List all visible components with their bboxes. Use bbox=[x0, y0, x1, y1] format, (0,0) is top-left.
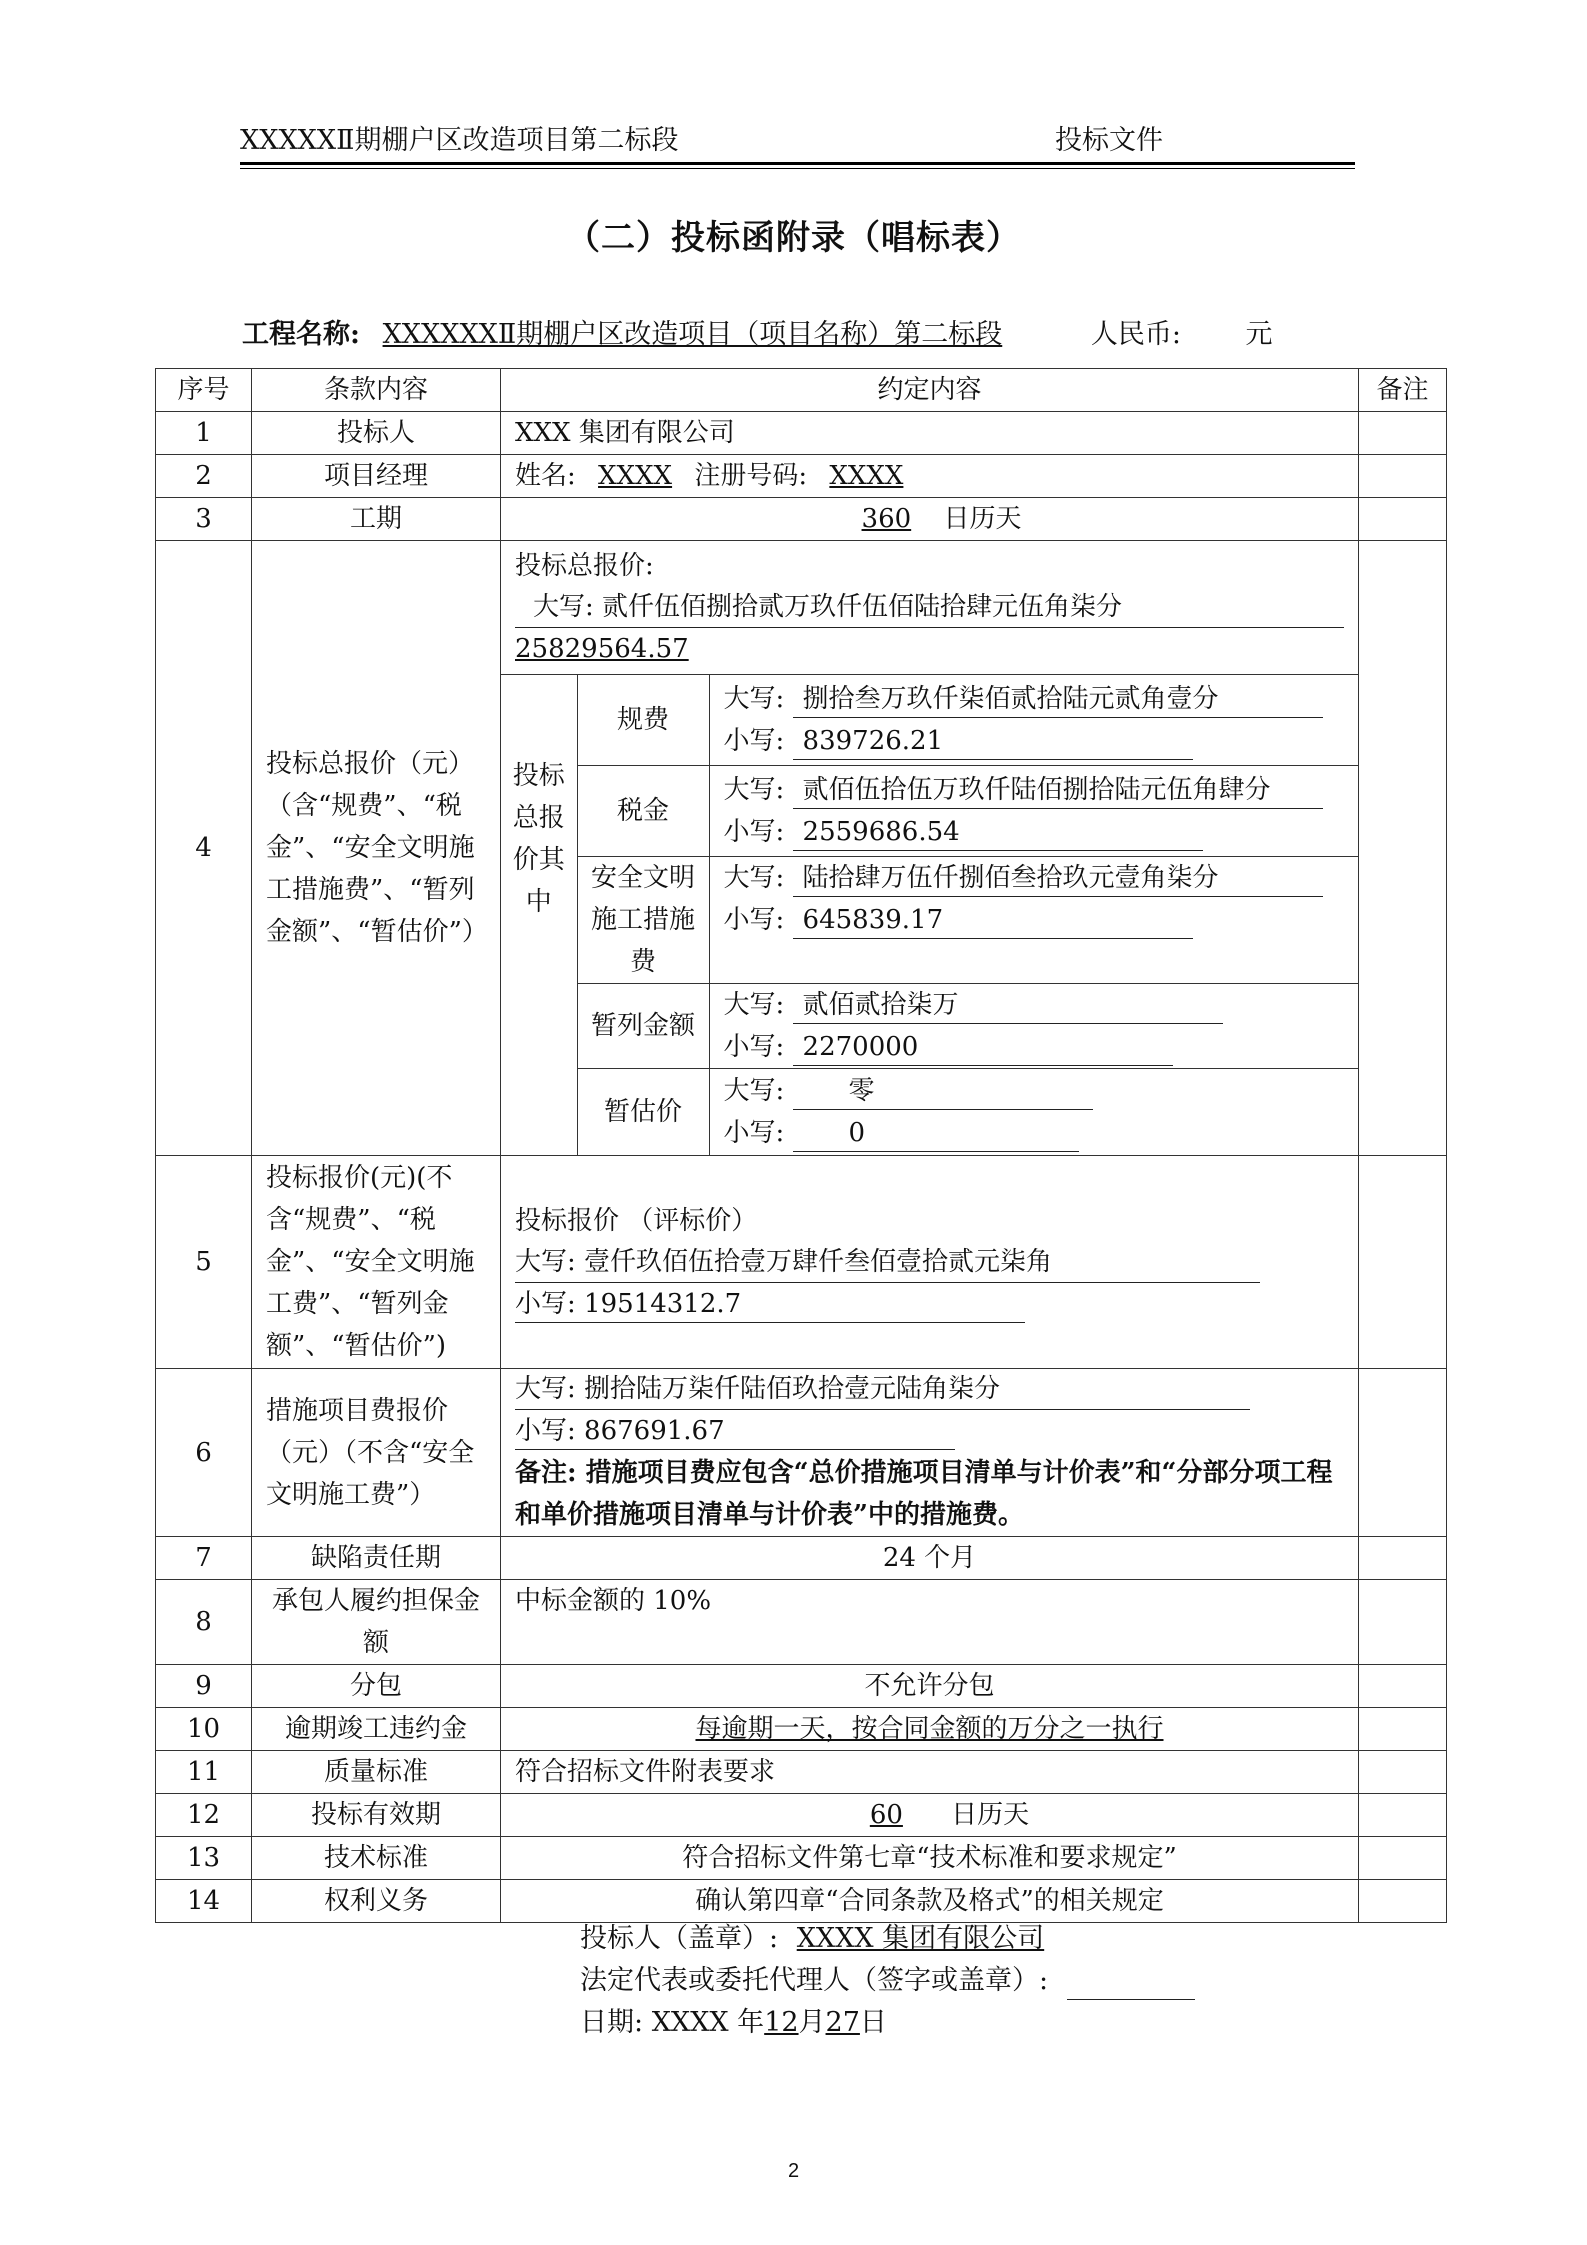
row-remark bbox=[1359, 1794, 1447, 1837]
bidder-signature-line bbox=[580, 1916, 1044, 1955]
header-no: 序号 bbox=[156, 369, 252, 412]
bidder-label: 投标人（盖章）: bbox=[580, 1923, 779, 1954]
row-content: 符合招标文件第七章“技术标准和要求规定” bbox=[501, 1837, 1359, 1880]
row-remark bbox=[1359, 1156, 1447, 1369]
measures-upper: 大写: 捌拾陆万柒仟陆佰玖拾壹元陆角柒分 bbox=[515, 1369, 1250, 1410]
row-no: 11 bbox=[156, 1751, 252, 1794]
reg-label: 注册号码: bbox=[694, 461, 808, 491]
table-row bbox=[156, 1580, 1447, 1665]
pm-name: XXXX bbox=[598, 461, 673, 491]
upper-label: 大写: bbox=[723, 1076, 785, 1106]
sub-item-values bbox=[709, 675, 1358, 766]
table-row bbox=[156, 1794, 1447, 1837]
row-item: 逾期竣工违约金 bbox=[252, 1708, 501, 1751]
header-doc-type: 投标文件 bbox=[1055, 125, 1163, 156]
upper-label: 大写: bbox=[723, 990, 785, 1020]
row-no: 6 bbox=[156, 1369, 252, 1537]
table-row bbox=[156, 1751, 1447, 1794]
lower-label: 小写: bbox=[723, 1118, 785, 1148]
table-row bbox=[156, 498, 1447, 541]
row-no: 3 bbox=[156, 498, 252, 541]
row-content: 不允许分包 bbox=[501, 1665, 1359, 1708]
row-remark bbox=[1359, 1751, 1447, 1794]
row-no: 8 bbox=[156, 1580, 252, 1665]
row-item: 质量标准 bbox=[252, 1751, 501, 1794]
sub-item-values bbox=[709, 766, 1358, 857]
sub-lower: 2270000 bbox=[793, 1029, 1173, 1066]
row-no: 13 bbox=[156, 1837, 252, 1880]
sub-upper: 捌拾叁万玖仟柒佰贰拾陆元贰角壹分 bbox=[793, 681, 1323, 718]
table-row bbox=[156, 455, 1447, 498]
date-month: 12 bbox=[764, 2007, 799, 2038]
sub-upper: 贰佰贰拾柒万 bbox=[793, 987, 1223, 1024]
row-remark bbox=[1359, 498, 1447, 541]
row-remark bbox=[1359, 412, 1447, 455]
sub-items-table bbox=[501, 674, 1358, 1155]
lower-label: 小写: bbox=[723, 905, 785, 935]
row-content: XXX 集团有限公司 bbox=[501, 412, 1359, 455]
row-remark bbox=[1359, 1665, 1447, 1708]
table-row bbox=[156, 1369, 1447, 1537]
row-remark bbox=[1359, 1537, 1447, 1580]
sub-upper: 陆拾肆万伍仟捌佰叁拾玖元壹角柒分 bbox=[793, 860, 1323, 897]
sub-item-row bbox=[501, 857, 1358, 984]
row-no: 2 bbox=[156, 455, 252, 498]
row-content bbox=[501, 541, 1359, 1156]
row-content bbox=[501, 455, 1359, 498]
row-content bbox=[501, 1156, 1359, 1369]
lower-label: 小写: bbox=[723, 1032, 785, 1062]
representative-line bbox=[580, 1958, 1195, 2000]
measures-note: 备注: 措施项目费应包含“总价措施项目清单与计价表”和“分部分项工程和单价措施项目清单与计价表”中的措施费。 bbox=[515, 1458, 1333, 1530]
row-content bbox=[501, 1794, 1359, 1837]
row-content bbox=[501, 1369, 1359, 1537]
header-item: 条款内容 bbox=[252, 369, 501, 412]
row-no: 7 bbox=[156, 1537, 252, 1580]
row-content: 确认第四章“合同条款及格式”的相关规定 bbox=[501, 1880, 1359, 1923]
currency-label: 人民币: bbox=[1090, 319, 1181, 350]
row-item: 项目经理 bbox=[252, 455, 501, 498]
bid-price-lower: 小写: 19514312.7 bbox=[515, 1286, 1025, 1323]
project-line bbox=[242, 312, 1273, 351]
table-row bbox=[156, 1156, 1447, 1369]
row-remark bbox=[1359, 1369, 1447, 1537]
total-lower-line bbox=[515, 628, 1344, 670]
duration-unit: 日历天 bbox=[943, 504, 1022, 534]
row-remark bbox=[1359, 1708, 1447, 1751]
total-lower: 25829564.57 bbox=[515, 634, 689, 664]
sub-item-row bbox=[501, 984, 1358, 1069]
upper-label: 大写: bbox=[723, 863, 785, 893]
row-remark bbox=[1359, 1837, 1447, 1880]
page-header bbox=[240, 112, 1355, 162]
row-item: 投标有效期 bbox=[252, 1794, 501, 1837]
header-content: 约定内容 bbox=[501, 369, 1359, 412]
upper-label: 大写: bbox=[723, 684, 785, 714]
row-item: 投标报价(元)(不含“规费”、“税金”、“安全文明施工费”、“暂列金额”、“暂估价”) bbox=[252, 1156, 501, 1369]
row-item: 工期 bbox=[252, 498, 501, 541]
table-header-row bbox=[156, 369, 1447, 412]
bidder-name: XXXX 集团有限公司 bbox=[796, 1923, 1045, 1954]
duration-days: 360 bbox=[861, 504, 912, 534]
row-item: 技术标准 bbox=[252, 1837, 501, 1880]
row-content bbox=[501, 1708, 1359, 1751]
total-label: 投标总报价: bbox=[515, 551, 654, 581]
row-item: 权利义务 bbox=[252, 1880, 501, 1923]
sub-item-values bbox=[709, 1069, 1358, 1156]
project-name: XXXXXXⅡ期棚户区改造项目（项目名称）第二标段 bbox=[382, 319, 1003, 350]
sub-lower: 0 bbox=[793, 1115, 1079, 1152]
table-row bbox=[156, 541, 1447, 1156]
sub-lower: 839726.21 bbox=[793, 723, 1193, 760]
row-item: 投标人 bbox=[252, 412, 501, 455]
table-row bbox=[156, 1708, 1447, 1751]
row-content: 24 个月 bbox=[501, 1537, 1359, 1580]
sub-item-name: 暂列金额 bbox=[577, 984, 709, 1069]
sub-upper: 贰佰伍拾伍万玖仟陆佰捌拾陆元伍角肆分 bbox=[793, 772, 1323, 809]
month-label: 月 bbox=[798, 2007, 826, 2038]
page-title: （二）投标函附录（唱标表） bbox=[566, 218, 1021, 258]
header-remark: 备注 bbox=[1359, 369, 1447, 412]
total-upper: 大写: 贰仟伍佰捌拾贰万玖仟伍佰陆拾肆元伍角柒分 bbox=[515, 587, 1344, 628]
table-row bbox=[156, 412, 1447, 455]
date-line bbox=[580, 2000, 887, 2039]
validity-unit: 日历天 bbox=[951, 1800, 1030, 1830]
sub-item-row bbox=[501, 1069, 1358, 1156]
representative-label: 法定代表或委托代理人（签字或盖章）: bbox=[580, 1965, 1049, 1996]
day-label: 日 bbox=[859, 2007, 887, 2038]
sub-item-name: 暂估价 bbox=[577, 1069, 709, 1156]
upper-label: 大写: bbox=[723, 775, 785, 805]
row-no: 1 bbox=[156, 412, 252, 455]
validity-days: 60 bbox=[869, 1800, 903, 1830]
date-day: 27 bbox=[825, 2007, 860, 2038]
row-remark bbox=[1359, 455, 1447, 498]
currency-unit: 元 bbox=[1245, 319, 1273, 350]
row-remark bbox=[1359, 541, 1447, 1156]
header-project: XXXXXⅡ期棚户区改造项目第二标段 bbox=[240, 125, 679, 156]
row-no: 12 bbox=[156, 1794, 252, 1837]
date-year: XXXX 年 bbox=[651, 2007, 765, 2038]
row-no: 5 bbox=[156, 1156, 252, 1369]
sub-lower: 645839.17 bbox=[793, 902, 1193, 939]
date-label: 日期: bbox=[580, 2007, 644, 2038]
name-label: 姓名: bbox=[515, 461, 576, 491]
row-item: 投标总报价（元）（含“规费”、“税金”、“安全文明施工措施费”、“暂列金额”、“暂估价”） bbox=[252, 541, 501, 1156]
lower-label: 小写: bbox=[723, 726, 785, 756]
sub-item-name: 规费 bbox=[577, 675, 709, 766]
header-rule bbox=[240, 162, 1355, 165]
penalty-text: 每逾期一天，按合同金额的万分之一执行 bbox=[695, 1714, 1164, 1744]
sub-upper: 零 bbox=[793, 1073, 1093, 1110]
bid-appendix-table bbox=[155, 368, 1447, 1923]
sub-item-row bbox=[501, 766, 1358, 857]
table-row bbox=[156, 1665, 1447, 1708]
sub-item-name: 税金 bbox=[577, 766, 709, 857]
project-label: 工程名称: bbox=[242, 319, 360, 350]
row-remark bbox=[1359, 1880, 1447, 1923]
sub-item-values bbox=[709, 984, 1358, 1069]
page-number: 2 bbox=[787, 2160, 800, 2182]
row-content: 中标金额的 10% bbox=[501, 1580, 1359, 1665]
row-no: 9 bbox=[156, 1665, 252, 1708]
row-remark bbox=[1359, 1580, 1447, 1665]
sub-lower: 2559686.54 bbox=[793, 814, 1203, 851]
row-item: 承包人履约担保金额 bbox=[252, 1580, 501, 1665]
table-row bbox=[156, 1837, 1447, 1880]
row-content: 符合招标文件附表要求 bbox=[501, 1751, 1359, 1794]
bid-price-label: 投标报价 （评标价） bbox=[515, 1205, 758, 1236]
sub-item-name: 安全文明施工措施费 bbox=[577, 857, 709, 984]
lower-label: 小写: bbox=[723, 817, 785, 847]
measures-lower: 小写: 867691.67 bbox=[515, 1413, 955, 1450]
row-no: 14 bbox=[156, 1880, 252, 1923]
bid-price-upper: 大写: 壹仟玖佰伍拾壹万肆仟叁佰壹拾贰元柒角 bbox=[515, 1242, 1260, 1283]
sub-item-values bbox=[709, 857, 1358, 984]
row-item: 措施项目费报价（元）（不含“安全文明施工费”） bbox=[252, 1369, 501, 1537]
sub-item-row bbox=[501, 675, 1358, 766]
row-item: 分包 bbox=[252, 1665, 501, 1708]
pm-reg: XXXX bbox=[829, 461, 904, 491]
row-item: 缺陷责任期 bbox=[252, 1537, 501, 1580]
row-no: 10 bbox=[156, 1708, 252, 1751]
sub-items-label: 投标总报价其中 bbox=[501, 675, 577, 1156]
table-row bbox=[156, 1537, 1447, 1580]
row-no: 4 bbox=[156, 541, 252, 1156]
row-content bbox=[501, 498, 1359, 541]
header-rule-thin bbox=[240, 168, 1355, 169]
